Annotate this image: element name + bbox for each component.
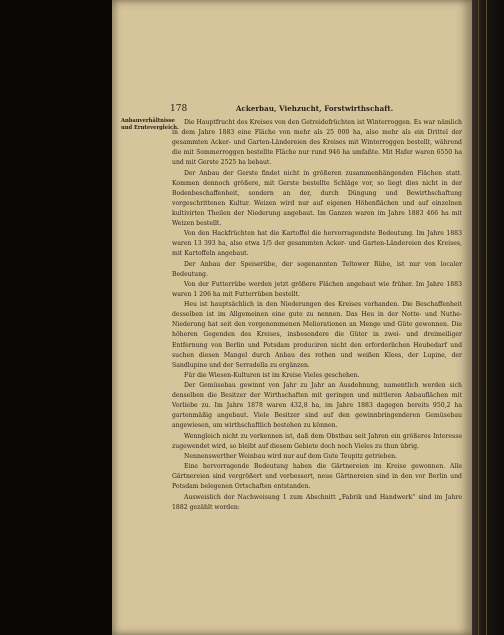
- margin-note-line: Anbauverhältnisse: [121, 118, 175, 124]
- paragraph: Der Anbau der Gerste findet nicht in größeren zusammenhängenden Flächen statt. Kommen dennoch größere, mit Gerste bestellte Schläge vor, so liegt dies nicht in der Bodenbeschaffenheit, sondern an der, durch Düngung und Bewirthschaftung vorgeschrittenen Kultur. Weizen wird nur auf eigenen Höhenflächen und auf einzelnen kultivirten Theilen der Niederung angebaut. Im Ganzen waren im Jahre 1883 466 ha mit Weizen bestellt.: [172, 169, 462, 228]
- paragraph: Für die Wiesen-Kulturen ist im Kreise Vieles geschehen.: [184, 371, 360, 379]
- gutter-edge: [478, 0, 479, 635]
- paragraph: Wenngleich nicht zu verkennen ist, daß dem Obstbau seit Jahren ein größeres Interesse zugewendet wird, so bleibt auf diesem Gebiete doch noch Vieles zu thun übrig.: [172, 432, 462, 450]
- paragraph: Ausweislich der Nachweisung 1 zum Abschnitt „Fabrik und Handwerk“ sind im Jahre 1882 gezählt worden:: [172, 493, 462, 511]
- paragraph: Der Anbau der Speiserübe, der sogenannten Teltower Rübe, ist nur von localer Bedeutung.: [172, 260, 462, 278]
- paragraph: Von der Futterrübe werden jetzt größere Flächen angebaut wie früher. Im Jahre 1883 waren 1 206 ha mit Futterrüben bestellt.: [172, 280, 462, 298]
- running-header: Ackerbau, Viehzucht, Forstwirthschaft.: [236, 104, 394, 113]
- page-number: 178: [170, 104, 188, 114]
- body-text: [172, 118, 462, 513]
- margin-note-line: und Erntevergleich.: [121, 125, 179, 131]
- paragraph: Heu ist hauptsächlich in den Niederungen des Kreises vorhanden. Die Beschaffenheit desselben ist im Allgemeinen eine gute zu nennen. Das Heu in der Notte- und Nuthe-Niederung hat seit den vorgenommenen Meliorationen an Menge und Güte gewonnen. Die höheren Gegenden des Kreises, insbesondere die Güter in zwei- und dreimeiliger Entfernung von Berlin und Potsdam produciren nicht den erforderlichen Heubedarf und suchen diesen Mangel durch Anbau des rothen und weißen Klees, der Lupine, der Sandlupine und der Serradella zu ergänzen.: [172, 301, 462, 369]
- paragraph: Nennenswerther Weinbau wird nur auf dem Gute Teupitz getrieben.: [184, 452, 398, 460]
- paragraph: Der Gemüsebau gewinnt von Jahr zu Jahr an Ausdehnung, namentlich werden sich denselben die Besitzer der Wirthschaften mit geringen und mittleren Anbauflächen mit Vorliebe zu. Im Jahre 1878 waren 432,8 ha, im Jahre 1883 dagegen bereits 950,2 ha gartenmäßig angebaut. Viele Besitzer sind auf den gewinnbringenderen Gemüsebau angewiesen, um wirthschaftlich bestehen zu können.: [172, 382, 462, 430]
- book-gutter: [472, 0, 504, 635]
- gutter-edge: [486, 0, 487, 635]
- paragraph: Die Hauptfrucht des Kreises von den Getreidefrüchten ist Winterroggen. Es war nämlich in dem Jahre 1883 eine Fläche von mehr als 25 000 ha, also mehr als ein Drittel der gesammten Acker- und Garten-Ländereien des Kreises mit Winterroggen bestellt, während die mit Sommerroggen bestellte Fläche nur rund 946 ha umfaßte. Mit Hafer waren 6550 ha und mit Gerste 2525 ha bebaut.: [172, 119, 462, 167]
- paragraph: Eine hervorragende Bedeutung haben die Gärtnereien im Kreise gewonnen. Alle Gärtnereien sind vergrößert und verbessert, neue Gärtnereien sind in den vor Berlin und Potsdam belegenen Ortschaften entstanden.: [172, 463, 462, 491]
- paragraph: Von den Hackfrüchten hat die Kartoffel die hervorragendste Bedeutung. Im Jahre 1883 waren 13 393 ha, also etwa 1/5 der gesammten Acker- und Garten-Ländereien des Kreises, mit Kartoffeln angebaut.: [172, 230, 462, 258]
